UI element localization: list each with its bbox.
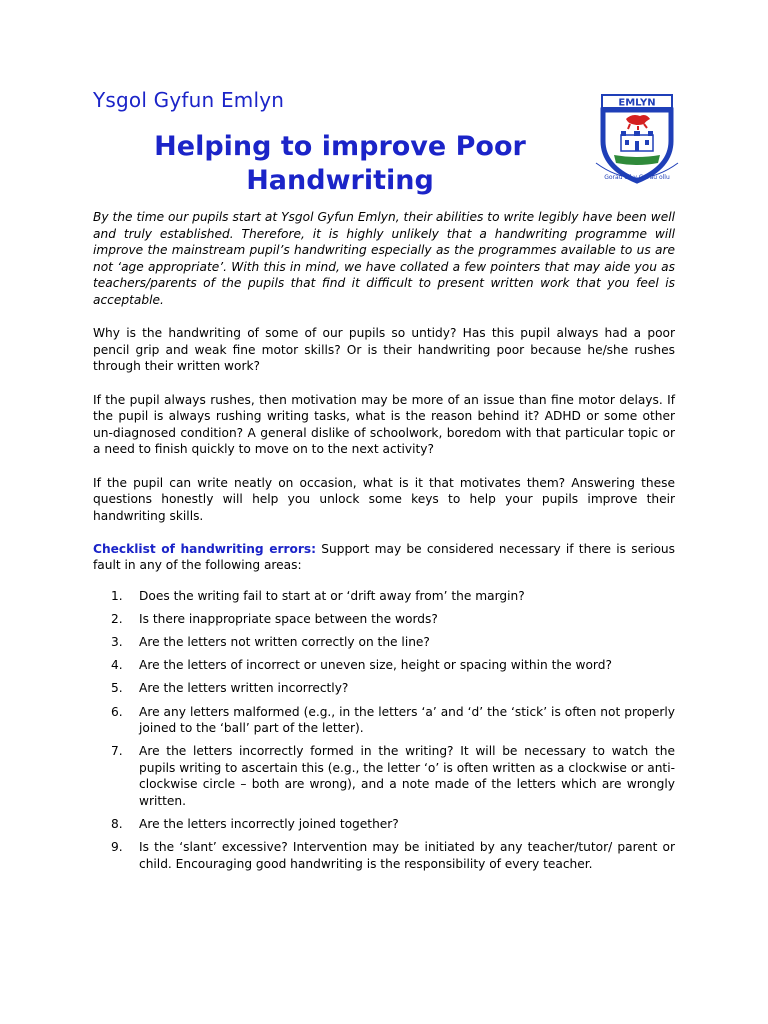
crest-motto-text: Gorau oll y Gorau ollu	[604, 174, 670, 181]
list-item-number: 7.	[111, 744, 123, 759]
list-item-text: Are the letters incorrectly formed in the writing? It will be necessary to watch the pupils writing to ascertain this (e.g., the letter ‘o’ is often written as a clockwise or anti-clockwise circle – both are wrong), and a note made of the letters which are wrongly written.	[139, 744, 675, 808]
checklist-intro-text: Support may be considered necessary if there is serious fault in any of the following areas:	[93, 541, 675, 573]
list-item	[93, 704, 675, 737]
list-item-number: 8.	[111, 817, 123, 832]
list-item	[93, 657, 675, 674]
list-item-number: 6.	[111, 704, 123, 719]
checklist-list	[93, 588, 675, 872]
document-body	[93, 209, 675, 879]
page-title: Helping to improve Poor Handwriting	[154, 131, 526, 196]
school-name: Ysgol Gyfun Emlyn	[93, 88, 285, 112]
list-item-number: 1.	[111, 589, 123, 604]
paragraph-rushing: If the pupil always rushes, then motivation may be more of an issue than fine motor delays. If the pupil is always rushing writing tasks, what is the reason behind it? ADHD or some other un-diagnosed condition? A general dislike of schoolwork, boredom with that particular topic or a need to finish quickly to move on to the next activity?	[93, 392, 675, 457]
list-item-text: Are the letters not written correctly on the line?	[139, 635, 430, 650]
list-item-number: 9.	[111, 840, 123, 855]
list-item-text: Are any letters malformed (e.g., in the letters ‘a’ and ‘d’ the ‘stick’ is often not properly joined to the ‘ball’ part of the letter).	[139, 704, 675, 736]
paragraph-why-untidy: Why is the handwriting of some of our pupils so untidy? Has this pupil always had a poor pencil grip and weak fine motor skills? Or is their handwriting poor because he/she rushes through their written work?	[93, 326, 675, 374]
checklist-label: Checklist of handwriting errors:	[93, 541, 317, 556]
paragraph-motivation: If the pupil can write neatly on occasion, what is it that motivates them? Answering these questions honestly will help you unlock some keys to help your pupils improve their handwriting skills.	[93, 475, 675, 523]
list-item	[93, 839, 675, 872]
school-crest-logo	[594, 93, 680, 185]
intro-paragraph: By the time our pupils start at Ysgol Gyfun Emlyn, their abilities to write legibly have been well and truly established. Therefore, it is highly unlikely that a handwriting programme will improve the mainstream pupil’s handwriting especially as the programmes available to us are not ‘age appropriate’. With this in mind, we have collated a few pointers that may aide you as teachers/parents of the pupils that find it difficult to present written work that you feel is acceptable.	[93, 210, 675, 307]
list-item	[93, 611, 675, 628]
list-item-text: Is there inappropriate space between the words?	[139, 612, 438, 627]
checklist-intro	[93, 541, 675, 574]
list-item-text: Is the ‘slant’ excessive? Intervention may be initiated by any teacher/tutor/ parent or child. Encouraging good handwriting is the responsibility of every teacher.	[139, 840, 675, 871]
list-item-text: Are the letters incorrectly joined together?	[139, 817, 399, 832]
list-item	[93, 743, 675, 809]
list-item-number: 3.	[111, 635, 123, 650]
list-item	[93, 588, 675, 605]
list-item-number: 2.	[111, 612, 123, 627]
list-item-number: 4.	[111, 658, 123, 673]
list-item	[93, 816, 675, 833]
list-item-text: Does the writing fail to start at or ‘drift away from’ the margin?	[139, 589, 525, 604]
list-item-text: Are the letters of incorrect or uneven size, height or spacing within the word?	[139, 658, 612, 673]
crest-banner-text: EMLYN	[618, 97, 656, 109]
list-item	[93, 680, 675, 697]
list-item	[93, 634, 675, 651]
list-item-text: Are the letters written incorrectly?	[139, 681, 349, 696]
list-item-number: 5.	[111, 681, 123, 696]
